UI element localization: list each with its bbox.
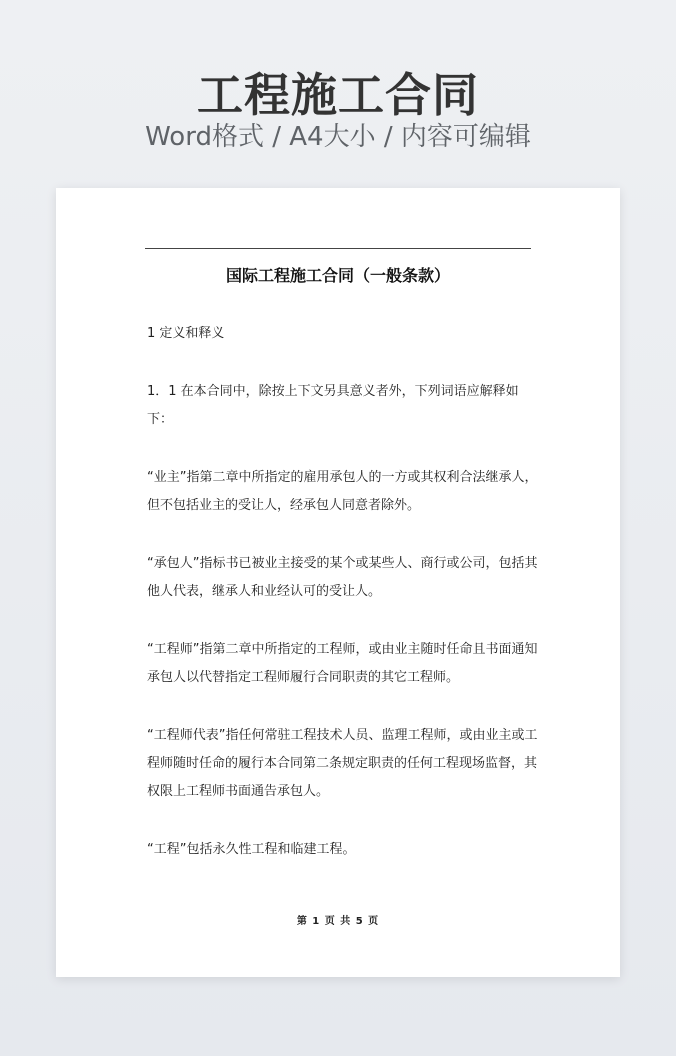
page-number: 第 1 页 共 5 页: [296, 916, 380, 927]
document-body: [147, 320, 543, 894]
banner-subtitle: Word格式 / A4大小 / 内容可编辑: [145, 122, 531, 152]
header-rule: [145, 248, 531, 249]
clause-paragraph: “承包人”指标书已被业主接受的某个或某些人、商行或公司，包括其他人代表，继承人和业经认可的受让人。: [147, 556, 538, 599]
document-title: 国际工程施工合同（一般条款）: [225, 266, 450, 285]
clause-paragraph: 1．1 在本合同中，除按上下文另具意义者外，下列词语应解释如下：: [147, 384, 519, 427]
document-page: [56, 188, 620, 977]
clause-paragraph: “业主”指第二章中所指定的雇用承包人的一方或其权利合法继承人，但不包括业主的受让人，经承包人同意者除外。: [147, 470, 538, 513]
banner: [0, 0, 676, 180]
banner-title: 工程施工合同: [197, 68, 479, 122]
clause-paragraph: “工程”包括永久性工程和临建工程。: [147, 842, 356, 857]
clause-paragraph: “工程师代表”指任何常驻工程技术人员、监理工程师，或由业主或工程师随时任命的履行本合同第二条规定职责的任何工程现场监督，其权限上工程师书面通告承包人。: [147, 728, 538, 799]
clause-paragraph: “工程师”指第二章中所指定的工程师，或由业主随时任命且书面通知承包人以代替指定工程师履行合同职责的其它工程师。: [147, 642, 538, 685]
section-heading: 1 定义和释义: [147, 326, 225, 341]
